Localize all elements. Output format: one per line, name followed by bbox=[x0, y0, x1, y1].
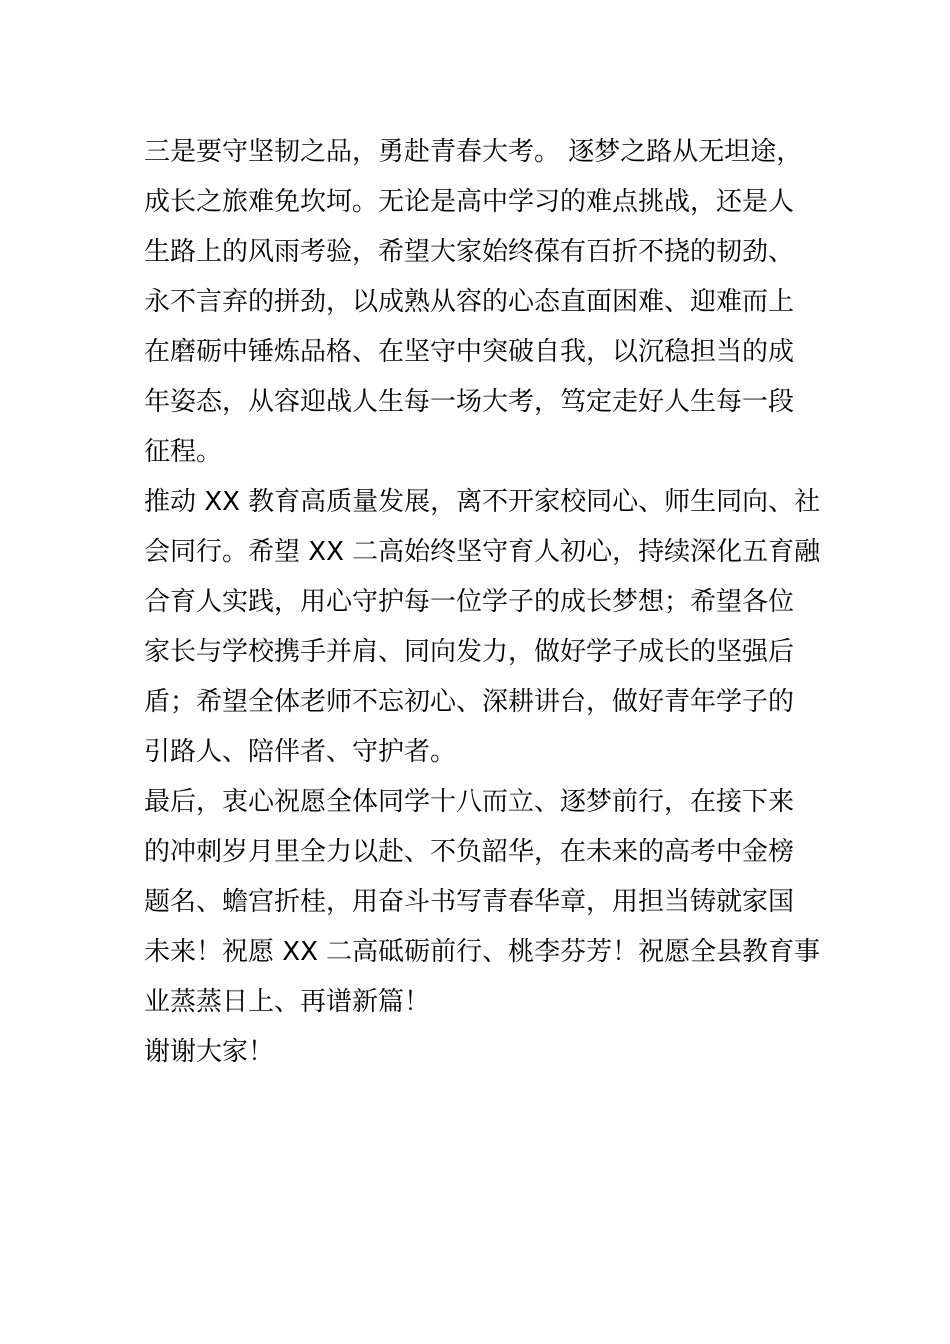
text-line: 成长之旅难免坎坷。无论是高中学习的难点挑战，还是人 bbox=[144, 187, 795, 217]
text-line: 盾；希望全体老师不忘初心、深耕讲台，做好青年学子的 bbox=[144, 687, 795, 717]
text-line: 题名、蟾宫折桂，用奋斗书写青春华章，用担当铸就家国 bbox=[144, 887, 795, 917]
text-line: 会同行。希望 XX 二高始终坚守育人初心，持续深化五育融 bbox=[144, 537, 821, 567]
text-line: 业蒸蒸日上、再谱新篇！ bbox=[144, 987, 431, 1017]
text-line: 征程。 bbox=[144, 437, 223, 467]
text-line: 最后，衷心祝愿全体同学十八而立、逐梦前行，在接下来 bbox=[144, 787, 795, 817]
text-line: 未来！祝愿 XX 二高砥砺前行、桃李芬芳！祝愿全县教育事 bbox=[144, 937, 821, 967]
document-body bbox=[144, 127, 821, 1077]
paragraph-3 bbox=[144, 777, 821, 1027]
text-line: 家长与学校携手并肩、同向发力，做好学子成长的坚强后 bbox=[144, 637, 795, 667]
text-line: 永不言弃的拼劲，以成熟从容的心态直面困难、迎难而上 bbox=[144, 287, 795, 317]
text-line: 合育人实践，用心守护每一位学子的成长梦想；希望各位 bbox=[144, 587, 795, 617]
paragraph-1 bbox=[144, 127, 810, 477]
text-line: 的冲刺岁月里全力以赴、不负韶华，在未来的高考中金榜 bbox=[144, 837, 795, 867]
paragraph-4 bbox=[144, 1027, 810, 1077]
text-line: 引路人、陪伴者、守护者。 bbox=[144, 737, 457, 767]
text-line: 年姿态，从容迎战人生每一场大考，笃定走好人生每一段 bbox=[144, 387, 795, 417]
text-line: 推动 XX 教育高质量发展，离不开家校同心、师生同向、社 bbox=[144, 487, 821, 517]
text-line: 谢谢大家！ bbox=[144, 1037, 275, 1067]
text-line: 在磨砺中锤炼品格、在坚守中突破自我，以沉稳担当的成 bbox=[144, 337, 795, 367]
paragraph-2 bbox=[144, 477, 821, 777]
text-line: 三是要守坚韧之品，勇赴青春大考。 逐梦之路从无坦途， bbox=[144, 137, 803, 167]
text-line: 生路上的风雨考验，希望大家始终葆有百折不挠的韧劲、 bbox=[144, 237, 795, 267]
